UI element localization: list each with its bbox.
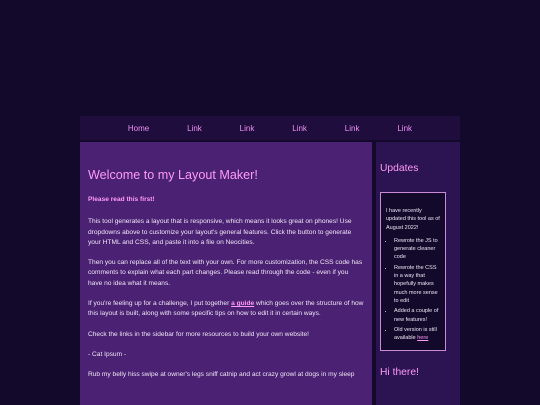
signature: - Cat Ipsum - [88, 350, 127, 358]
updates-item: • Added a couple of new features! [394, 307, 442, 324]
updates-item: • Rewrote the JS to generate cleaner code [394, 237, 442, 262]
updates-intro: I have recently updated this tool as of August 2022! [386, 208, 440, 231]
updates-box [380, 192, 446, 351]
guide-paragraph [88, 299, 364, 320]
sidebar-note-paragraph: Check the links in the sidebar for more resources to build your own website! [88, 330, 309, 338]
updates-item-old-version [394, 326, 442, 343]
sidebar [376, 142, 460, 405]
guide-text-before: If you're feeling up for a challenge, I put together [88, 300, 232, 308]
hi-there-heading: Hi there! [380, 367, 419, 379]
nav-link-home[interactable]: Home [127, 123, 150, 133]
content-row [80, 142, 460, 405]
read-first-heading: Please read this first! [88, 196, 155, 203]
page-title: Welcome to my Layout Maker! [88, 168, 258, 182]
guide-text-after: which goes over the structure of how this layout is built, along with some specific tips on how to edit it in certain ways. [88, 300, 364, 318]
layout-container [80, 116, 460, 405]
nav-link-4[interactable]: Link [344, 123, 360, 133]
main-content [80, 142, 372, 405]
nav-link-5[interactable]: Link [397, 123, 413, 133]
customization-paragraph: Then you can replace all of the text with your own. For more customization, the CSS code has comments to explain what each part changes. Please read through the code - even if you have no idea what it means. [88, 259, 363, 287]
nav-link-3[interactable]: Link [292, 123, 307, 133]
nav-link-2[interactable]: Link [239, 123, 255, 133]
intro-paragraph: This tool generates a layout that is responsive, which means it looks great on phones! Use dropdowns above to customize your layout's general features. Click the button to generate your HTML and CSS, and paste it into a file on Neocities. [88, 218, 352, 246]
nav-link-1[interactable]: Link [187, 123, 202, 133]
updates-heading: Updates [380, 163, 419, 174]
updates-item: • Rewrote the CSS in a way that hopefully makes much more sense to edit [394, 264, 442, 305]
top-navbar [80, 116, 460, 140]
updates-list [386, 237, 442, 343]
old-version-link[interactable]: here [417, 335, 429, 342]
cat-ipsum-paragraph: Rub my belly hiss swipe at owner's legs sniff catnip and act crazy growl at dogs in my sleep [88, 371, 355, 379]
old-version-text: Old version is still available [394, 326, 437, 342]
guide-link[interactable]: a guide [231, 300, 255, 308]
